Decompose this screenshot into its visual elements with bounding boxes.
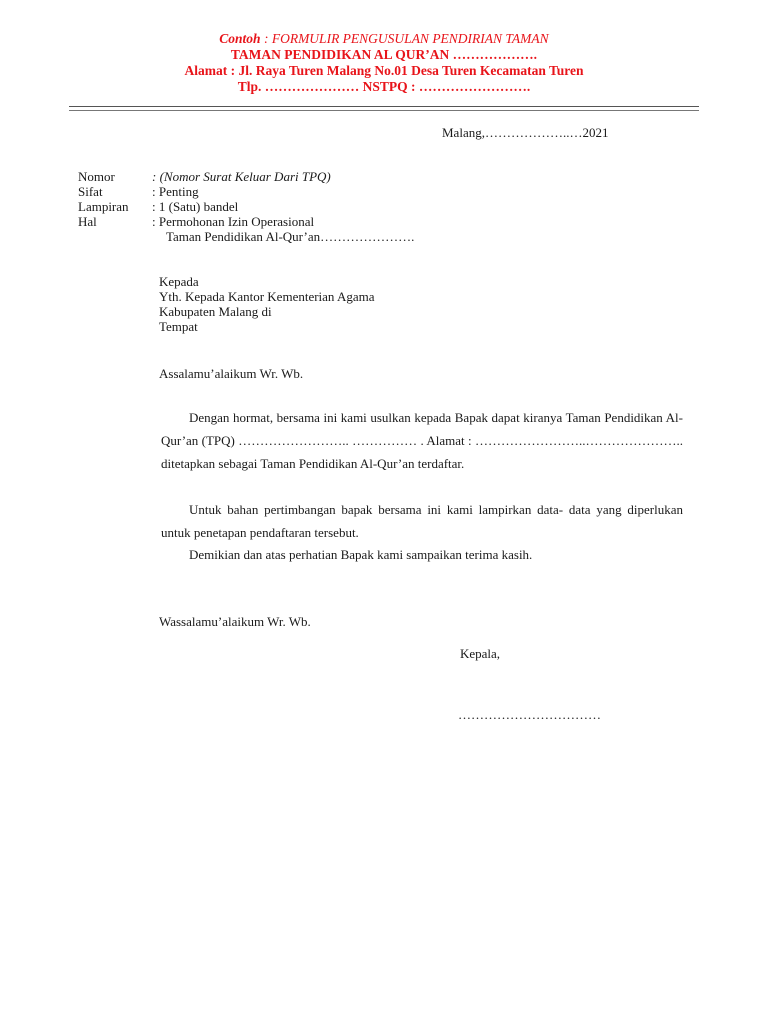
- sifat-value: : Penting: [152, 184, 199, 199]
- letterhead-phone-nstpq: Tlp. ………………… NSTPQ : …………………….: [237, 79, 531, 94]
- letterhead-form-title: : FORMULIR PENGUSULAN PENDIRIAN TAMAN: [260, 31, 549, 46]
- lampiran-value: : 1 (Satu) bandel: [152, 199, 239, 214]
- body-paragraph-3: Demikian dan atas perhatian Bapak kami sampaikan terima kasih.: [189, 547, 533, 562]
- date-line: Malang,………………..…2021: [442, 125, 609, 140]
- nomor-value: : (Nomor Surat Keluar Dari TPQ): [152, 169, 331, 184]
- recipient-line-3: Kabupaten Malang di: [159, 304, 272, 319]
- lampiran-label: Lampiran: [78, 199, 129, 214]
- recipient-line-4: Tempat: [159, 319, 198, 334]
- body-paragraph-1: Dengan hormat, bersama ini kami usulkan kepada Bapak dapat kiranya Taman Pendidikan Al-Qur’an (TPQ) …………………….. …………… . Alamat : ……………………..………………….. ditetapkan sebagai Taman Pendidikan Al-Qur’an terdaftar.: [161, 410, 683, 471]
- body-paragraph-2: Untuk bahan pertimbangan bapak bersama ini kami lampirkan data- data yang diperlukan untuk penetapan pendaftaran tersebut.: [161, 502, 683, 540]
- hal-value-continuation: Taman Pendidikan Al-Qur’an………………….: [166, 229, 415, 244]
- greeting: Assalamu’alaikum Wr. Wb.: [159, 366, 304, 381]
- nomor-label: Nomor: [78, 169, 115, 184]
- signature-title: Kepala,: [460, 646, 501, 661]
- letterhead-address: Alamat : Jl. Raya Turen Malang No.01 Desa Turen Kecamatan Turen: [184, 63, 584, 78]
- hal-value: : Permohonan Izin Operasional: [152, 214, 315, 229]
- hal-label: Hal: [78, 214, 97, 229]
- letterhead-institution-name: TAMAN PENDIDIKAN AL QUR’AN ……………….: [230, 47, 538, 62]
- closing-greeting: Wassalamu’alaikum Wr. Wb.: [159, 614, 311, 629]
- letterhead-title: [0, 31, 768, 47]
- letterhead-rule-bottom: [69, 110, 699, 111]
- recipient-line-1: Kepada: [159, 274, 199, 289]
- letterhead-contoh-label: Contoh: [219, 31, 261, 46]
- letterhead-rule-top: [69, 106, 699, 107]
- signature-name-placeholder: ……………………………: [458, 707, 601, 722]
- recipient-line-2: Yth. Kepada Kantor Kementerian Agama: [159, 289, 375, 304]
- sifat-label: Sifat: [78, 184, 103, 199]
